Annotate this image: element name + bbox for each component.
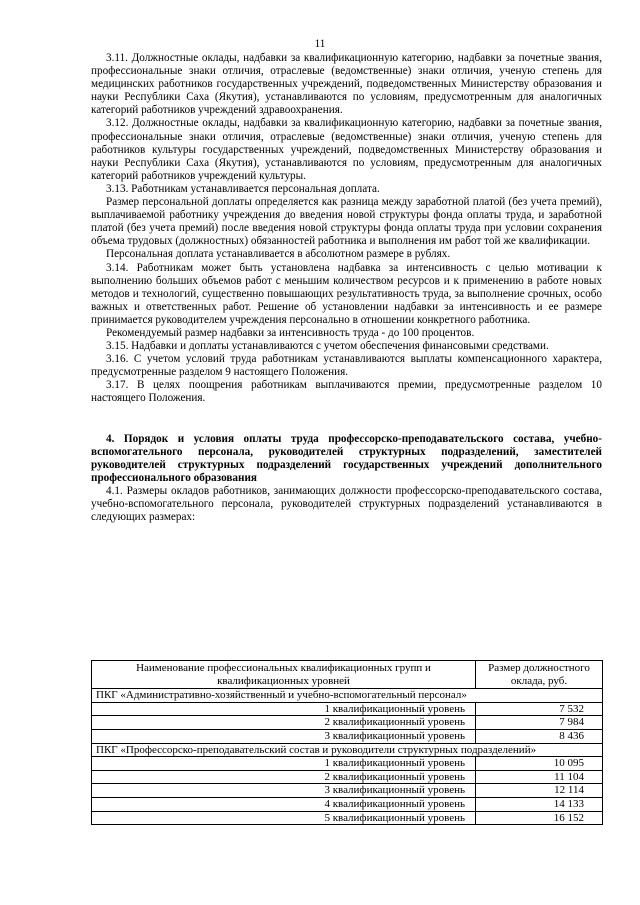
table-level-value: 12 114 (476, 784, 603, 798)
table-level-name: 3 квалификационный уровень (92, 784, 476, 798)
paragraph-3-13: 3.13. Работникам устанавливается персональная доплата. (106, 182, 380, 195)
table-row (92, 770, 603, 784)
table-header-salary: Размер должностного оклада, руб. (476, 661, 603, 689)
table-level-value: 7 984 (476, 716, 603, 730)
table-level-name: 4 квалификационный уровень (92, 797, 476, 811)
table-row (92, 797, 603, 811)
table-row (92, 784, 603, 798)
table-level-name: 1 квалификационный уровень (92, 702, 476, 716)
table-row (92, 729, 603, 743)
paragraph-4-1: 4.1. Размеры окладов работников, занимающих должности профессорско-преподавательского состава, учебно-вспомогательного персонала, руководителей структурных подразделений устанавливаются в следующих размерах: (91, 484, 602, 524)
table-level-name: 5 квалификационный уровень (92, 811, 476, 825)
document-body (91, 52, 602, 524)
table-level-value: 11 104 (476, 770, 603, 784)
paragraph-3-14: 3.14. Работникам может быть установлена надбавка за интенсивность с целью мотивации к выполнению больших объемов работ с меньшим количеством ресурсов и к применению в работе новых методов и технологий, существенно повышающих результативность труда, за выполнение срочных, особо важных и ответственных работ. Решение об установлении надбавки за интенсивность и ее размере принимается руководителем учреждения персонально в отношении конкретного работника. (91, 261, 602, 326)
salary-table (91, 660, 603, 825)
table-row (92, 757, 603, 771)
table-level-value: 14 133 (476, 797, 603, 811)
table-group-row (92, 743, 603, 757)
table-row (92, 811, 603, 825)
paragraph-3-12: 3.12. Должностные оклады, надбавки за квалификационную категорию, надбавки за почетные звания, профессиональные знаки отличия, отраслевые (ведомственные) знаки отличия, ученую степень для работников культуры государственных учреждений, подведомственных Министерству образования и науки Республики Саха (Якутия), устанавливаются по условиям, предусмотренным для аналогичных категорий работников учреждений культуры. (91, 117, 602, 182)
table-level-name: 2 квалификационный уровень (92, 716, 476, 730)
paragraph-personal-supplement-size: Размер персональной доплаты определяется как разница между заработной платой (без учета премий), выплачиваемой работнику учреждения до введения новой структуры фонда оплаты труда, и заработной платой (без учета премий) после введения новой структуры фонда оплаты труда при условии сохранения объема трудовых (должностных) обязанностей работника и выполнения им работ той же квалификации. (91, 196, 602, 248)
table-level-name: 2 квалификационный уровень (92, 770, 476, 784)
table-level-value: 8 436 (476, 729, 603, 743)
paragraph-3-15: 3.15. Надбавки и доплаты устанавливаются с учетом обеспечения финансовыми средствами. (106, 340, 549, 353)
section-4-title: 4. Порядок и условия оплаты труда профессорско-преподавательского состава, учебно-вспомогательного персонала, руководителей структурных подразделений, заместителей руководителей структурных подразделений государственных учреждений дополнительного профессионального образования (91, 432, 602, 484)
page-number: 11 (314, 38, 326, 50)
paragraph-recommended-intensity: Рекомендуемый размер надбавки за интенсивность труда - до 100 процентов. (106, 326, 475, 339)
paragraph-3-11: 3.11. Должностные оклады, надбавки за квалификационную категорию, надбавки за почетные звания, профессиональные знаки отличия, отраслевые (ведомственные) знаки отличия, ученую степень для медицинских работников государственных учреждений, подведомственных Министерству образования и науки Республики Саха (Якутия), устанавливаются по условиям, предусмотренным для аналогичных категорий работников учреждений здравоохранения. (91, 52, 602, 117)
table-level-value: 16 152 (476, 811, 603, 825)
paragraph-personal-supplement-rubles: Персональная доплата устанавливается в абсолютном размере в рублях. (106, 248, 451, 261)
table-row (92, 716, 603, 730)
table-level-value: 10 095 (476, 757, 603, 771)
table-level-name: 3 квалификационный уровень (92, 729, 476, 743)
table-group-row (92, 689, 603, 703)
section-gap (91, 406, 602, 433)
table-level-name: 1 квалификационный уровень (92, 757, 476, 771)
paragraph-3-16: 3.16. С учетом условий труда работникам устанавливаются выплаты компенсационного характера, предусмотренные разделом 9 настоящего Положения. (91, 353, 602, 379)
table-group-name: ПКГ «Профессорско-преподавательский состав и руководители структурных подразделений» (92, 743, 603, 757)
table-group-name: ПКГ «Административно-хозяйственный и учебно-вспомогательный персонал» (92, 689, 603, 703)
table-row (92, 702, 603, 716)
paragraph-3-17: 3.17. В целях поощрения работникам выплачиваются премии, предусмотренные разделом 10 настоящего Положения. (91, 379, 602, 405)
table-header-row (92, 661, 603, 689)
table-header-group-name: Наименование профессиональных квалификационных групп и квалификационных уровней (92, 661, 476, 689)
table-level-value: 7 532 (476, 702, 603, 716)
